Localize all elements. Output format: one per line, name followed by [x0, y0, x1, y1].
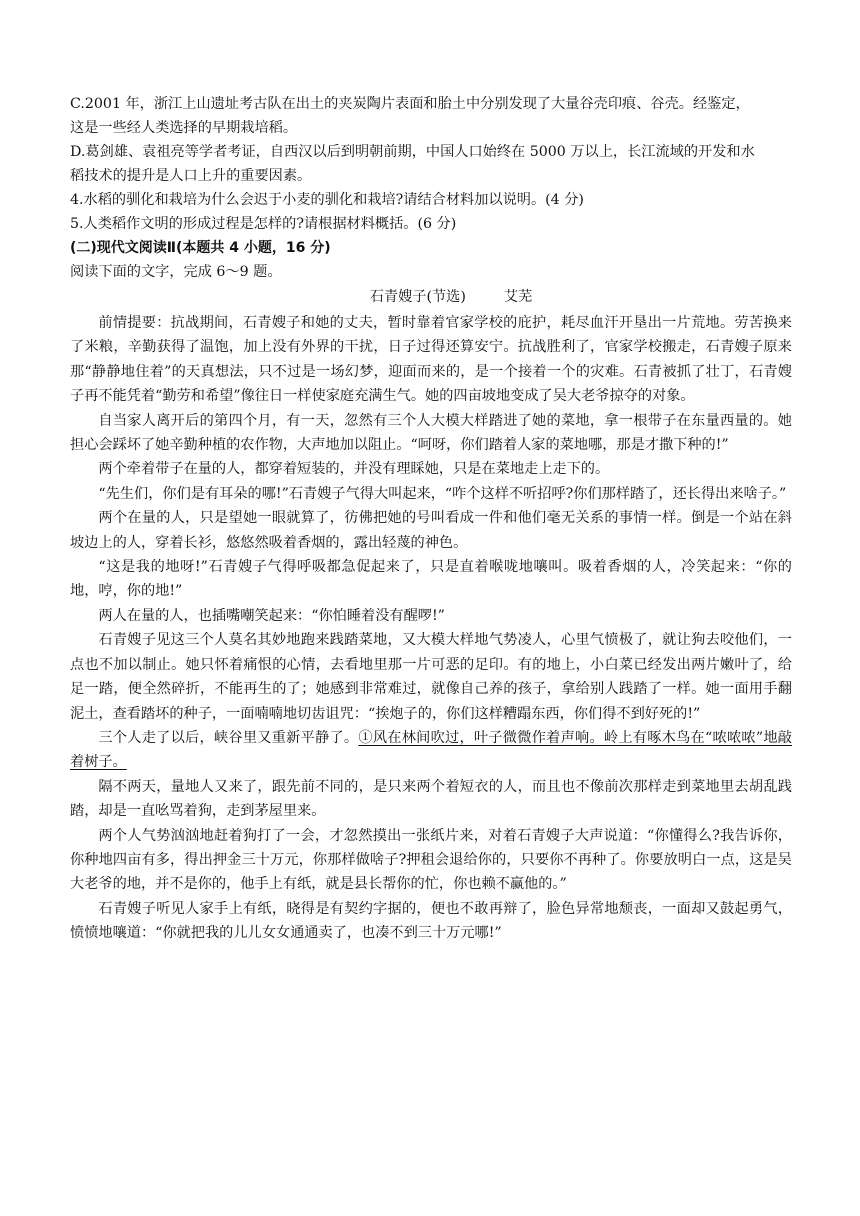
article-paragraph: 自当家人离开后的第四个月，有一天，忽然有三个人大模大样踏进了她的菜地，拿一根带子在东量西量的。她担心会踩坏了她辛勤种植的农作物，大声地加以阻止。“呵呀，你们踏着人家的菜地哪，那是才撒下种的!” — [70, 412, 792, 454]
option-d-line-1: D.葛剑雄、袁祖亮等学者考证，自西汉以后到明朝前期，中国人口始终在 5000 万以上，长江流域的开发和水 — [70, 144, 755, 160]
article-paragraph — [70, 726, 792, 775]
article-title-line — [70, 284, 792, 311]
option-c-line-1: C.2001 年，浙江上山遗址考古队在出土的夹炭陶片表面和胎土中分别发现了大量谷壳印痕、谷壳。经鉴定， — [70, 96, 750, 112]
underlined-sentence-1: ①风在林间吹过，叶子微微作着声响。岭上有啄木鸟在“哝哝哝”地敲着树子。 — [70, 729, 792, 771]
article-paragraph: 两个人气势汹汹地赶着狗打了一会，才忽然摸出一张纸片来，对着石青嫂子大声说道：“你懂得么?我告诉你，你种地四亩有多，得出押金三十万元，你那样做啥子?押租会退给你的，只要你不再种了。你要放明白一点，这是吴大老爷的地，并不是你的，他手上有纸，就是县长帮你的忙，你也赖不赢他的。” — [70, 827, 792, 893]
article-paragraph: 石青嫂子见这三个人莫名其妙地跑来践踏菜地，又大模大样地气势凌人，心里气愤极了，就让狗去咬他们，一点也不加以制止。她只怀着痛恨的心情，去看地里那一片可恶的足印。有的地上，小白菜已经发出两片嫩叶了，给足一踏，便全然碎折，不能再生的了；她感到非常难过，就像自己养的孩子，拿给别人践踏了一样。她一面用手翻泥土，查看踏坏的种子，一面喃喃地切齿诅咒：“挨炮子的，你们这样糟蹋东西，你们得不到好死的!” — [70, 632, 792, 722]
article-paragraph: 隔不两天，量地人又来了，跟先前不同的，是只来两个着短衣的人，而且也不像前次那样走到菜地里去胡乱践踏，却是一直吆骂着狗，走到茅屋里来。 — [70, 778, 792, 820]
article-paragraph: “先生们，你们是有耳朵的哪!”石青嫂子气得大叫起来，“咋个这样不听招呼?你们那样踏了，还长得出来啥子。” — [98, 485, 787, 502]
article-title: 石青嫂子(节选) — [369, 289, 466, 305]
section-heading: (二)现代文阅读Ⅱ(本题共 4 小题，16 分) — [70, 240, 331, 256]
article-author: 艾芜 — [503, 289, 533, 305]
section-instruction: 阅读下面的文字，完成 6～9 题。 — [70, 264, 282, 280]
article-paragraph: “这是我的地呀!”石青嫂子气得呼吸都急促起来了，只是直着喉咙地嚷叫。吸着香烟的人，冷笑起来：“你的地，哼，你的地!” — [70, 559, 792, 600]
article-paragraph: 两个在量的人，只是望她一眼就算了，彷佛把她的号叫看成一件和他们毫无关系的事情一样。倒是一个站在斜坡边上的人，穿着长衫，悠悠然吸着香烟的，露出轻蔑的神色。 — [70, 510, 792, 551]
document-page — [70, 92, 792, 946]
article-paragraph: 前情提要：抗战期间，石青嫂子和她的丈夫，暂时靠着官家学校的庇护，耗尽血汗开垦出一片荒地。劳苦换来了米粮，辛勤获得了温饱，加上没有外界的干扰，日子过得还算安宁。抗战胜利了，官家学校搬走，石青嫂子原来那“静静地住着”的天真想法，只不过是一场幻梦，迎面而来的，是一个接着一个的灾难。石青被抓了壮丁，石青嫂子再不能凭着“勤劳和希望”像往日一样使家庭充满生气。她的四亩坡地变成了吴大老爷掠夺的对象。 — [70, 315, 792, 405]
option-c-line-2: 这是一些经人类选择的早期栽培稻。 — [70, 120, 298, 136]
article-paragraph: 石青嫂子听见人家手上有纸，晓得是有契约字据的，便也不敢再辩了，脸色异常地颓丧，一面却又鼓起勇气，愤愤地嚷道：“你就把我的儿儿女女通通卖了，也凑不到三十万元哪!” — [70, 900, 792, 942]
question-5: 5.人类稻作文明的形成过程是怎样的?请根据材料概括。(6 分) — [70, 216, 457, 232]
paragraph-text: 三个人走了以后，峡谷里又重新平静了。 — [98, 729, 359, 746]
article-paragraph: 两个牵着带子在量的人，都穿着短装的，并没有理睬她，只是在菜地走上走下的。 — [98, 461, 610, 478]
option-d-line-2: 稻技术的提升是人口上升的重要因素。 — [70, 168, 312, 184]
article-paragraph: 两人在量的人，也插嘴嘲笑起来：“你怕睡着没有醒啰!” — [98, 607, 445, 624]
question-4: 4.水稻的驯化和栽培为什么会迟于小麦的驯化和栽培?请结合材料加以说明。(4 分) — [70, 192, 584, 208]
